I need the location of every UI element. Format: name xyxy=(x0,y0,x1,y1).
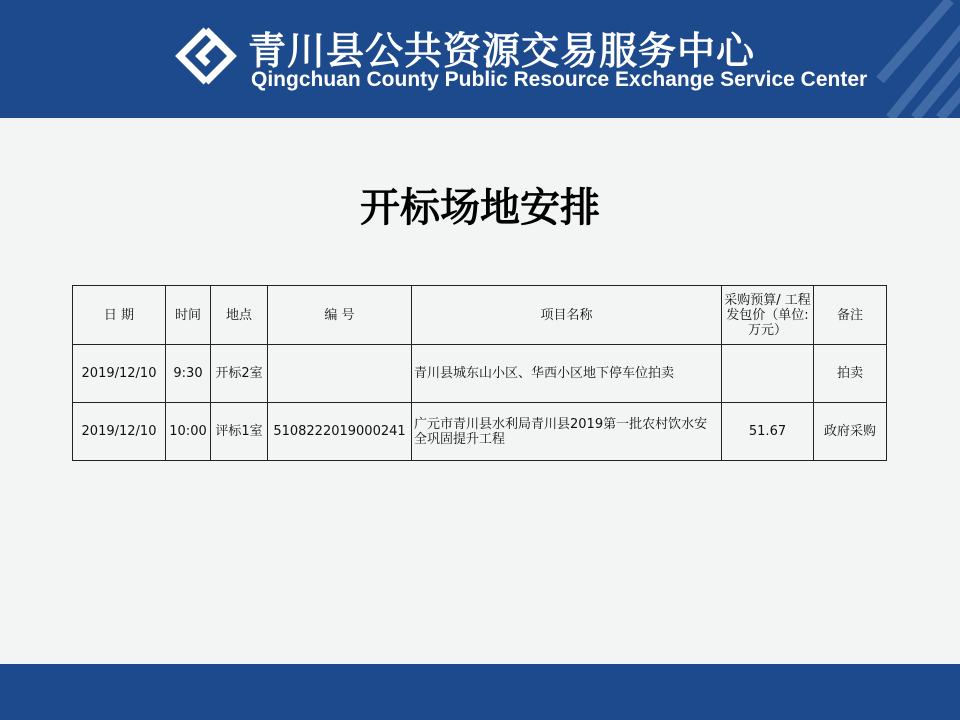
table-row xyxy=(73,345,887,403)
page-title: 开标场地安排 xyxy=(360,184,600,231)
header-date: 日 期 xyxy=(73,286,166,345)
header-place: 地点 xyxy=(211,286,268,345)
cell-budget: 51.67 xyxy=(722,403,814,461)
cell-time: 9:30 xyxy=(166,345,211,403)
cell-place: 开标2室 xyxy=(211,345,268,403)
cell-note: 政府采购 xyxy=(814,403,887,461)
center-name-chinese: 青川县公共资源交易服务中心 xyxy=(248,29,756,73)
cell-code: 5108222019000241 xyxy=(268,403,412,461)
venue-schedule-table xyxy=(72,285,887,461)
table-header-row xyxy=(73,286,887,345)
decorative-stripes xyxy=(860,0,960,118)
header-project: 项目名称 xyxy=(412,286,722,345)
cell-note: 拍卖 xyxy=(814,345,887,403)
cell-code xyxy=(268,345,412,403)
header-budget: 采购预算/ 工程发包价（单位:万元） xyxy=(722,286,814,345)
cell-budget xyxy=(722,345,814,403)
header-note: 备注 xyxy=(814,286,887,345)
center-name-english: Qingchuan County Public Resource Exchange Service Center xyxy=(251,68,868,91)
cell-date: 2019/12/10 xyxy=(73,403,166,461)
header-code: 编 号 xyxy=(268,286,412,345)
cell-date: 2019/12/10 xyxy=(73,345,166,403)
diamond-chevron-logo-icon xyxy=(172,24,240,92)
header-banner xyxy=(0,0,960,118)
cell-project: 广元市青川县水利局青川县2019第一批农村饮水安全巩固提升工程 xyxy=(412,403,722,461)
cell-place: 评标1室 xyxy=(211,403,268,461)
footer-bar xyxy=(0,664,960,720)
cell-time: 10:00 xyxy=(166,403,211,461)
table-row xyxy=(73,403,887,461)
cell-project: 青川县城东山小区、华西小区地下停车位拍卖 xyxy=(412,345,722,403)
header-time: 时间 xyxy=(166,286,211,345)
